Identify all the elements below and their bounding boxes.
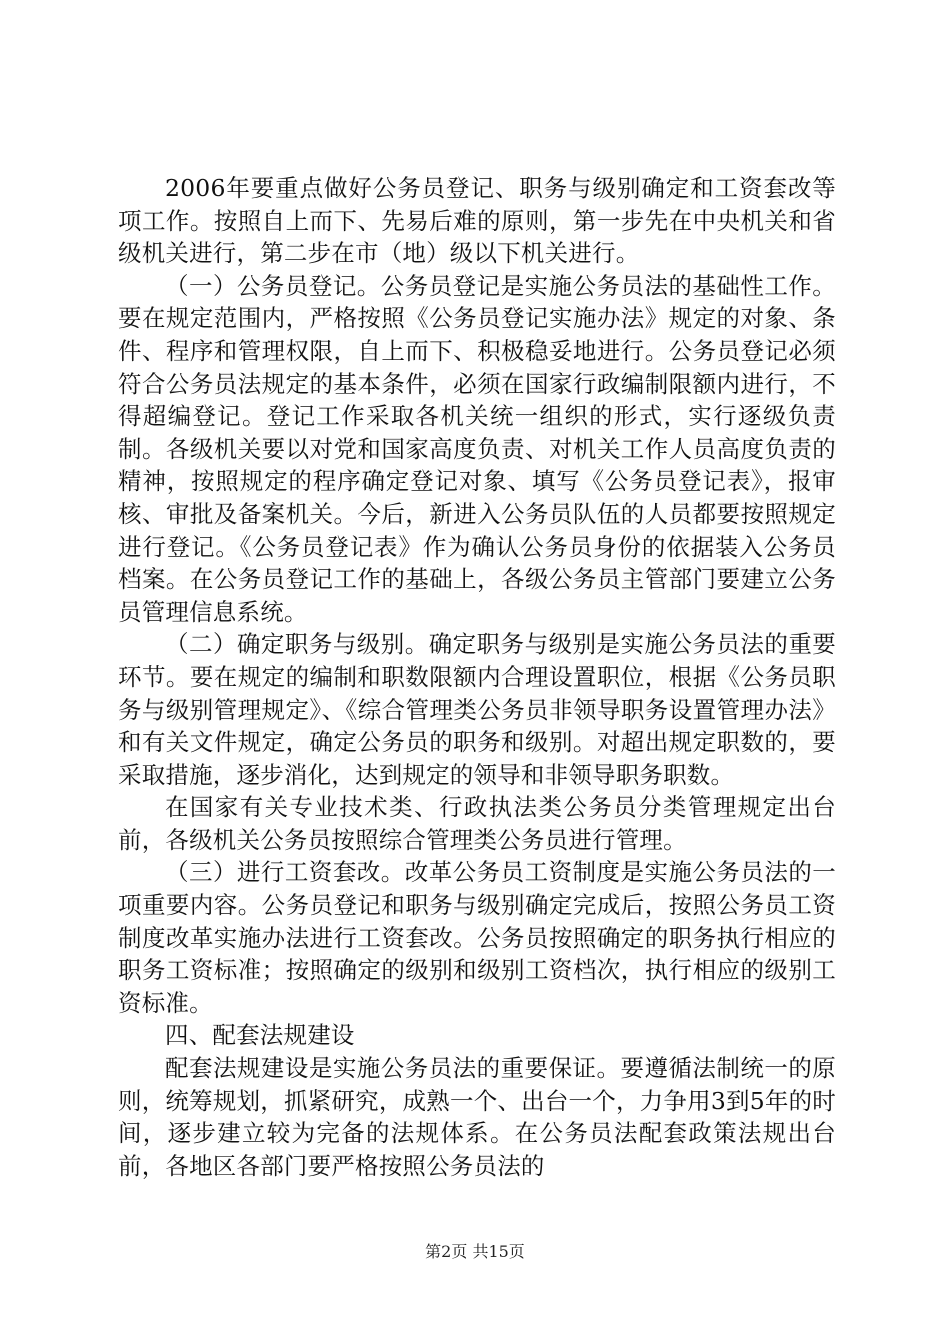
- paragraph-supporting-regulations: 配套法规建设是实施公务员法的重要保证。要遵循法制统一的原则，统筹规划，抓紧研究，成熟一个、出台一个，力争用3到5年的时间，逐步建立较为完备的法规体系。在公务员法配套政策法规出台前，各地区各部门要严格按照公务员法的: [118, 1054, 836, 1180]
- document-body: [118, 172, 836, 1182]
- page-number: 第2页 共15页: [425, 1242, 525, 1261]
- paragraph-intro: 2006年要重点做好公务员登记、职务与级别确定和工资套改等项工作。按照自上而下、先易后难的原则，第一步先在中央机关和省级机关进行，第二步在市（地）级以下机关进行。: [118, 174, 836, 268]
- paragraph-registration: （一）公务员登记。公务员登记是实施公务员法的基础性工作。要在规定范围内，严格按照《公务员登记实施办法》规定的对象、条件、程序和管理权限，自上而下、积极稳妥地进行。公务员登记必须符合公务员法规定的基本条件，必须在国家行政编制限额内进行，不得超编登记。登记工作采取各机关统一组织的形式，实行逐级负责制。各级机关要以对党和国家高度负责、对机关工作人员高度负责的精神，按照规定的程序确定登记对象、填写《公务员登记表》，报审核、审批及备案机关。今后，新进入公务员队伍的人员都要按照规定进行登记。《公务员登记表》作为确认公务员身份的依据装入公务员档案。在公务员登记工作的基础上，各级公务员主管部门要建立公务员管理信息系统。: [118, 271, 836, 626]
- paragraph-position-level: （二）确定职务与级别。确定职务与级别是实施公务员法的重要环节。要在规定的编制和职数限额内合理设置职位，根据《公务员职务与级别管理规定》、《综合管理类公务员非领导职务设置管理办法》和有关文件规定，确定公务员的职务和级别。对超出规定职数的，要采取措施，逐步消化，达到规定的领导和非领导职务职数。: [118, 630, 836, 789]
- paragraph-classification: 在国家有关专业技术类、行政执法类公务员分类管理规定出台前，各级机关公务员按照综合管理类公务员进行管理。: [118, 793, 836, 854]
- section-heading: 四、配套法规建设: [165, 1021, 355, 1050]
- paragraph-salary-reform: （三）进行工资套改。改革公务员工资制度是实施公务员法的一项重要内容。公务员登记和职务与级别确定完成后，按照公务员工资制度改革实施办法进行工资套改。公务员按照确定的职务执行相应的职务工资标准；按照确定的级别和级别工资档次，执行相应的级别工资标准。: [118, 858, 836, 1017]
